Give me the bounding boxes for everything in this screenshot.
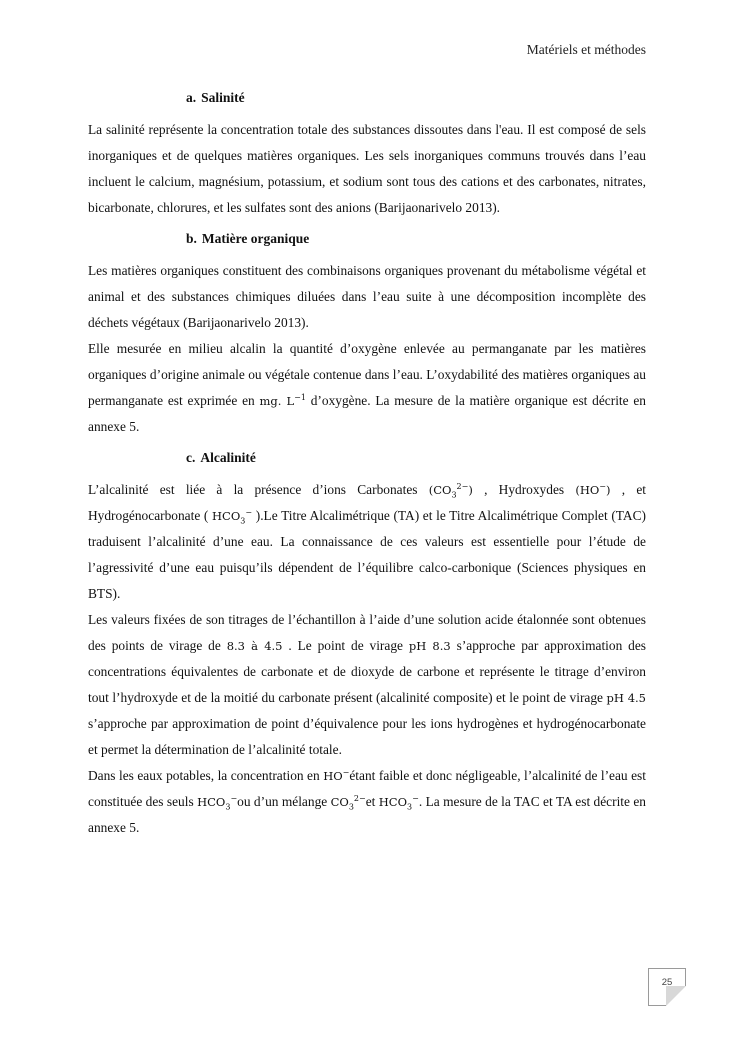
running-header: Matériels et méthodes bbox=[526, 42, 646, 57]
unit-mg-per-litre: mg. $L^{-1}$ bbox=[259, 393, 306, 408]
page-number-box bbox=[648, 968, 686, 1006]
page-number: 25 bbox=[661, 977, 673, 988]
section-letter: a. bbox=[186, 90, 197, 105]
section-heading-alcalinite bbox=[186, 450, 646, 466]
paragraph-alcalinite-1: L’alcalinité est liée à la présence d’ions Carbonates $(CO_3^{2-})$ , Hydroxydes (HO−) , et Hydrogénocarbonate ( $HCO_3^-$ ).Le Titre Alcalimétrique (TA) et le Titre Alcalimétrique Complet (TAC) traduisent l’alcalinité d’une eau. La connaissance de ces valeurs est essentielle pour l’étude de l’agressivité d’une eau puisqu’ils dépendent de l’équilibre calco-carbonique (Sciences physiques en BTS). bbox=[88, 482, 646, 601]
formula-carbonate: $(CO_3^{2-})$ bbox=[428, 482, 473, 500]
formula-hydrogenocarbonate: $HCO_3^-$ bbox=[197, 794, 238, 812]
math-range: 8.3 à 4.5 bbox=[226, 639, 283, 653]
math-ph-8-3: pH 8.3 bbox=[408, 639, 451, 653]
section-letter: c. bbox=[186, 450, 196, 465]
page-content bbox=[88, 90, 646, 841]
formula-hydrogenocarbonate: $HCO_3^-$ bbox=[378, 794, 419, 812]
section-title: Matière organique bbox=[201, 231, 310, 246]
paragraph-alcalinite-2: Les valeurs fixées de son titrages de l’échantillon à l’aide d’une solution acide étalonnée sont obtenues des points de virage de 8.3 à 4.5 . Le point de virage pH 8.3 s’approche par approximation des concentrations équivalentes de carbonate et de dioxyde de carbone et représente le titrage d’environ tout l’hydroxyde et de la moitié du carbonate présent (alcalinité composite) et le point de virage pH 4.5 s’approche par approximation de point d’équivalence pour les ions hydrogènes et hydrogénocarbonate et permet la détermination de l’alcalinité totale. bbox=[88, 612, 647, 757]
section-title: Alcalinité bbox=[200, 450, 256, 465]
formula-hydrogenocarbonate: $HCO_3^-$ bbox=[212, 508, 253, 526]
formula-carbonate: $CO_3^{2-}$ bbox=[330, 794, 366, 812]
formula-hydroxyde: (HO−) bbox=[575, 482, 611, 497]
math-ph-4-5: pH 4.5 bbox=[606, 691, 646, 705]
paragraph-matiere-organique-1: Les matières organiques constituent des combinaisons organiques provenant du métabolisme végétal et animal et des substances chimiques diluées dans l’eau suite à une décomposition incomplète des déchets végétaux (Barijaonarivelo 2013). bbox=[88, 263, 646, 330]
page-curl-icon bbox=[666, 986, 686, 1006]
section-title: Salinité bbox=[201, 90, 245, 105]
formula-hydroxyde: HO− bbox=[323, 768, 350, 783]
section-heading-salinite bbox=[186, 90, 646, 106]
section-heading-matiere-organique bbox=[186, 231, 646, 247]
paragraph-salinite: La salinité représente la concentration totale des substances dissoutes dans l'eau. Il est composé de sels inorganiques et de quelques matières organiques. Les sels inorganiques communs trouvés dans l’eau incluent le calcium, magnésium, potassium, et sodium sont tous des cations et des carbonates, nitrates, bicarbonate, chlorures, et les sulfates sont des anions (Barijaonarivelo 2013). bbox=[88, 122, 646, 215]
section-letter: b. bbox=[186, 231, 197, 246]
paragraph-matiere-organique-2: Elle mesurée en milieu alcalin la quantité d’oxygène enlevée au permanganate par les matières organiques d’origine animale ou végétale contenue dans l’eau. L’oxydabilité des matières organiques au permanganate est exprimée en mg. $L^{-1}$ d’oxygène. La mesure de la matière organique est décrite en annexe 5. bbox=[88, 341, 646, 434]
paragraph-alcalinite-3: Dans les eaux potables, la concentration en HO−étant faible et donc négligeable, l’alcalinité de l’eau est constituée des seuls $HCO_3^-ou$ d’un mélange $CO_3^{2-}et$ $HCO_3^-$. La mesure de la TAC et TA est décrite en annexe 5. bbox=[88, 768, 646, 835]
